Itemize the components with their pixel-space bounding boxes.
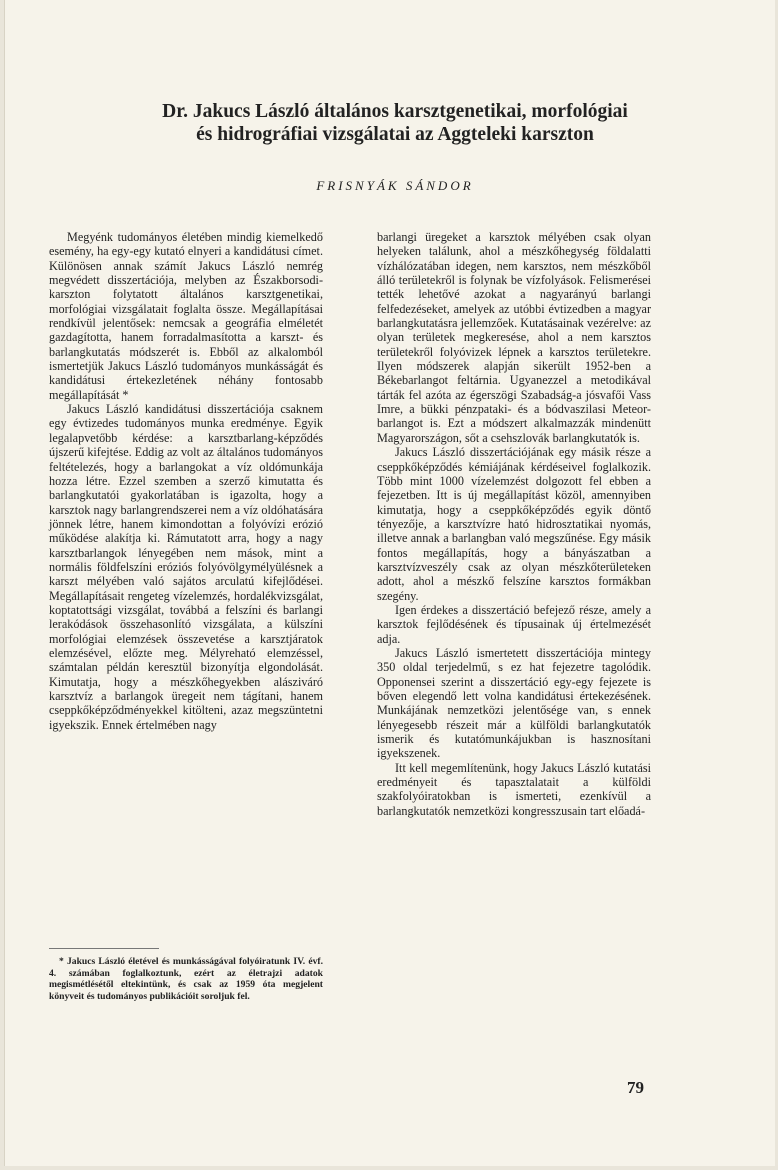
right-column xyxy=(377,230,651,818)
paragraph: Igen érdekes a disszertáció befejező része, amely a karsztok fejlődésének és típusainak új értelmezését adja. xyxy=(377,602,651,646)
author-name: FRISNYÁK SÁNDOR xyxy=(316,178,474,193)
title-line-2: és hidrográfiai vizsgálatai az Aggteleki karszton xyxy=(196,124,594,145)
paragraph: barlangi üregeket a karsztok mélyében csak olyan helyeken találunk, ahol a mészkőhegység földalatti vízhálózatában idegen, nem karsztos, nem mészkőből álló területekről is folynak be vízfolyások. Felismerései tették lehetővé azokat a nagyarányú barlangi felfedezéseket, amelyek az utóbbi évtizedben a magyar barlangkutatásra jellemzőek. Kutatásainak vezérelve: az olyan területek megkeresése, ahol a nem karsztos területekről folyóvizek lépnek a karsztos területekre. Ilyen módszerek alapján sikerült 1952-ben a Békebarlangot feltárnia. Ugyanezzel a metodikával tárták fel azóta az égerszögi Szabadság-a jósvafői Vass Imre, a bükki pénzpataki- és a bódvaszilasi Meteor-barlangot is. Ezt a módszert alkalmazzák mindenütt Magyarországon, sőt a csehszlovák barlangkutatók is. xyxy=(377,230,651,445)
footnote xyxy=(49,956,323,1002)
paragraph: Jakucs László disszertációjának egy másik része a cseppkőképződés kémiájának kérdéseivel foglalkozik. Több mint 1000 vízelemzést dolgozott fel ebben a fejezetben. Itt is új megállapítást közöl, amennyiben kimutatja, hogy a cseppkőképződés egyik döntő tényezője, a karsztvízre ható hidrosztatikai nyomás, illetve annak a barlangban való megszűnése. Egy másik fontos megállapítás, hogy a bányászatban a karsztvízveszély csak az olyan mészkőterületeken adott, ahol a mészkő felszíne karsztos formákban szegény. xyxy=(377,445,651,603)
paragraph: Jakucs László ismertetett disszertációja mintegy 350 oldal terjedelmű, s ez hat fejezetre tagolódik. Opponensei szerint a disszertáció egy-egy fejezete is bőven elegendő lett volna kandidátusi értekezésének. Munkájának nemzetközi jelentősége van, s ennek lényegesebb részeit már a külföldi barlangkutatók ismerik és kutatómunkájukban is hasznosítani igyekszenek. xyxy=(377,645,651,761)
paragraph: Megyénk tudományos életében mindig kiemelkedő esemény, ha egy-egy kutató elnyeri a kandidátusi címet. Különösen annak számít Jakucs László nemrég megvédett disszertációja, melyben az Északborsodi-karszton folytatott általános karsztgenetikai, morfológiai vizsgálatait foglalta össze. Megállapításai rendkívül jelentősek: nemcsak a geográfia elméletét gazdagította, hanem forradalmasította a karszt- és barlangkutatás módszerét is. Ebből az alkalomból ismertetjük Jakucs László tudományos munkásságát és kandidátusi értekezletének néhány fontosabb megállapítását * xyxy=(49,230,323,402)
paragraph: Itt kell megemlítenünk, hogy Jakucs László kutatási eredményeit és tapasztalatait a külföldi szakfolyóiratokban is ismerteti, ezenkívül a barlangkutatók nemzetközi kongresszusain tart előadá- xyxy=(377,760,651,818)
article-title xyxy=(45,100,745,146)
document-page xyxy=(4,0,775,1166)
paragraph: Jakucs László kandidátusi disszertációja csaknem egy évtizedes tudományos munka eredménye. Egyik legalapvetőbb kérdése: a karsztbarlang-képződés újszerű kifejtése. Eddig az volt az általános tudományos feltételezés, hogy a barlangokat a víz oldómunkája hozza létre. Ezzel szemben a szerző kimutatta és barlangkutatói gyakorlatában is igazolta, hogy a karsztok nagy barlangrendszerei nem a víz oldóhatására jönnek létre, hanem kimondottan a folyóvízi erózió működése alakítja ki. Rámutatott arra, hogy a nagy karsztbarlangok lényegében nem mások, mint a normális földfelszíni eróziós folyóvölgymélyülésnek a karszt mélyében való sajátos arculatú kifejlődései. Megállapításait rengeteg vízelemzés, hordalékvizsgálat, koptatottsági vizsgálat, továbbá a felszíni és barlangi lerakódások összehasonlító vizsgálata, a külszíni morfológiai elemzések összevetése a karsztjáratok elemzésével, előzte meg. Mélyreható elemzéssel, számtalan példán keresztül bizonyítja elgondolását. Kimutatja, hogy a mészkőhegyekben alásziváró karsztvíz a barlangok üregeit nem tágítani, hanem cseppkőképződményekkel kitölteni, azaz megszüntetni igyekszik. Ennek értelmében nagy xyxy=(49,402,323,732)
footnote-text: * Jakucs László életével és munkásságával folyóiratunk IV. évf. 4. számában foglalkoztunk, ezért az életrajzi adatok megismétlésétől eltekintünk, és csak az 1959 óta megjelent könyveit és tudományos publikációit soroljuk fel. xyxy=(49,956,323,1002)
footnote-divider xyxy=(49,948,159,949)
left-column xyxy=(49,230,323,732)
title-line-1: Dr. Jakucs László általános karsztgenetikai, morfológiai xyxy=(162,101,628,122)
page-number: 79 xyxy=(627,1078,644,1097)
